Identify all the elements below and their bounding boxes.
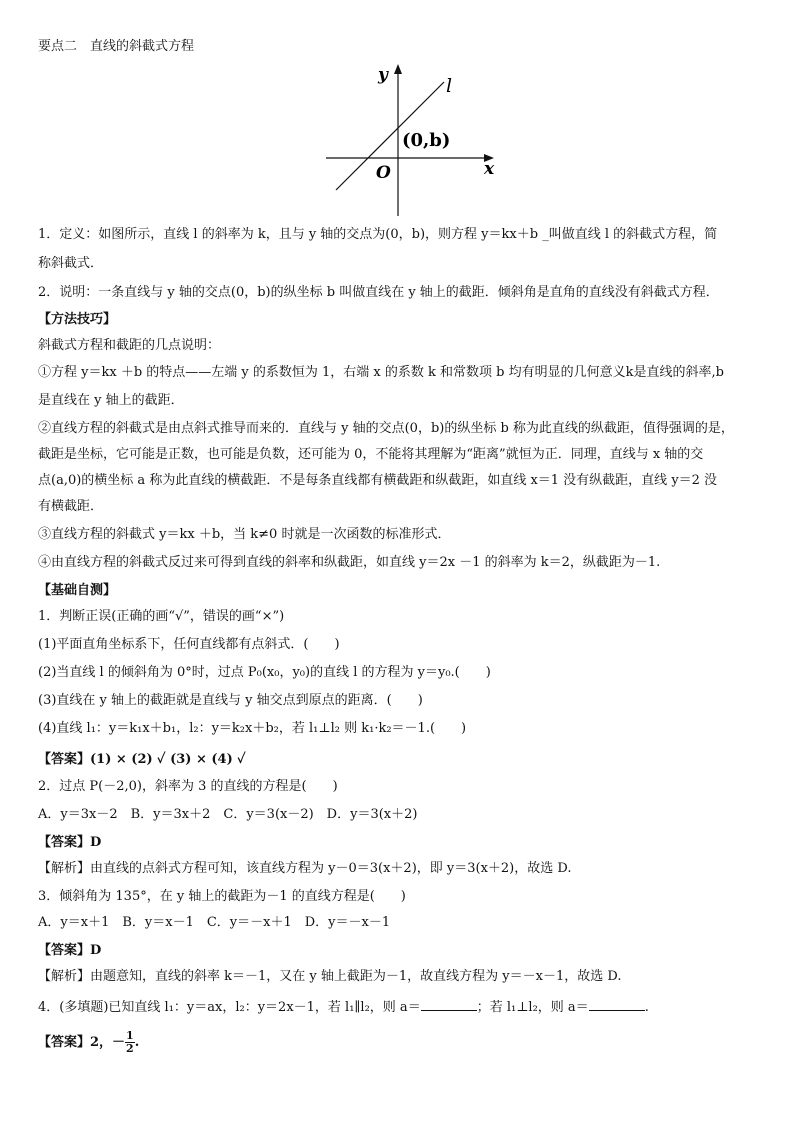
- definition-line-2: 称斜截式．: [38, 256, 104, 271]
- method-point-2a: ②直线方程的斜截式是由点斜式推导而来的．直线与 y 轴的交点(0，b)的纵坐标 b 称为此直线的纵截距，值得强调的是，: [38, 421, 734, 436]
- point-label: (0,b): [402, 130, 451, 151]
- answer-1: 【答案】(1) × (2) ✓ (3) × (4) ✓: [38, 752, 246, 767]
- explanation-line: 2．说明：一条直线与 y 轴的交点(0，b)的纵坐标 b 叫做直线在 y 轴上的截距．倾斜角是直角的直线没有斜截式方程．: [38, 285, 719, 300]
- fraction-numerator: 1: [126, 1029, 134, 1042]
- answer-3: 【答案】D: [38, 943, 102, 958]
- method-point-1a: ①方程 y＝kx ＋b 的特点——左端 y 的系数恒为 1，右端 x 的系数 k 和常数项 b 均有明显的几何意义k是直线的斜率,b: [38, 365, 724, 380]
- origin-label: O: [376, 163, 391, 183]
- coordinate-figure: [318, 60, 508, 220]
- method-point-2b: 截距是坐标，它可能是正数，也可能是负数，还可能为 0，不能将其理解为“距离”就恒为正．同理，直线与 x 轴的交: [38, 447, 704, 462]
- question-4-middle: ；若 l₁⊥l₂，则 a＝: [476, 1000, 589, 1015]
- question-1: 1．判断正误(正确的画“√”，错误的画“×”): [38, 609, 285, 624]
- fraction-denominator: 2: [126, 1042, 134, 1055]
- x-axis-label: x: [484, 159, 495, 179]
- method-title: 【方法技巧】: [38, 312, 117, 327]
- section-title: 要点二 直线的斜截式方程: [38, 39, 195, 54]
- answer-4-fraction: [125, 1030, 135, 1055]
- explanation-3: 【解析】由题意知，直线的斜率 k＝－1，又在 y 轴上截距为－1，故直线方程为 y＝－x－1，故选 D.: [38, 969, 622, 984]
- method-point-2d: 有横截距．: [38, 499, 104, 514]
- method-point-2c: 点(a,0)的横坐标 a 称为此直线的横截距．不是每条直线都有横截距和纵截距，如直线 x＝1 没有纵截距，直线 y＝2 没: [38, 473, 718, 488]
- answer-4-end: .: [134, 1035, 140, 1050]
- question-1-item-4: (4)直线 l₁：y＝k₁x＋b₁，l₂：y＝k₂x＋b₂，若 l₁⊥l₂ 则 k₁·k₂＝－1.( ): [38, 721, 467, 736]
- answer-4-prefix: 【答案】2，－: [38, 1035, 126, 1050]
- question-2-options: A．y＝3x－2 B．y＝3x＋2 C．y＝3(x－2) D．y＝3(x＋2): [38, 807, 418, 822]
- answer-2: 【答案】D: [38, 835, 102, 850]
- explanation-2: 【解析】由直线的点斜式方程可知，该直线方程为 y－0＝3(x＋2)，即 y＝3(x＋2)，故选 D.: [38, 861, 572, 876]
- method-point-1b: 是直线在 y 轴上的截距．: [38, 393, 184, 408]
- method-point-4: ④由直线方程的斜截式反过来可得到直线的斜率和纵截距，如直线 y＝2x －1 的斜率为 k＝2，纵截距为－1.: [38, 555, 661, 570]
- question-4: [38, 998, 649, 1017]
- question-1-item-3: (3)直线在 y 轴上的截距就是直线与 y 轴交点到原点的距离．( ): [38, 693, 423, 708]
- method-intro: 斜截式方程和截距的几点说明：: [38, 338, 221, 353]
- question-4-end: .: [644, 1000, 649, 1015]
- definition-line-1: 1．定义：如图所示，直线 l 的斜率为 k，且与 y 轴的交点为(0，b)，则方程 y＝kx＋b _叫做直线 l 的斜截式方程，简: [38, 227, 718, 242]
- y-axis-label: y: [378, 65, 388, 85]
- question-3: 3．倾斜角为 135°，在 y 轴上的截距为－1 的直线方程是( ): [38, 889, 406, 904]
- question-4-prefix: 4．(多填题)已知直线 l₁：y＝ax，l₂：y＝2x－1，若 l₁∥l₂，则 a＝: [38, 1000, 421, 1015]
- method-point-3: ③直线方程的斜截式 y＝kx ＋b，当 k≠0 时就是一次函数的标准形式．: [38, 527, 451, 542]
- y-axis-arrow: [394, 64, 402, 74]
- basic-test-title: 【基础自测】: [38, 583, 117, 598]
- answer-blank-1[interactable]: [421, 998, 477, 1011]
- answer-blank-2[interactable]: [589, 998, 645, 1011]
- answer-4: [38, 1030, 139, 1055]
- line-label: l: [446, 75, 453, 97]
- question-1-item-1: (1)平面直角坐标系下，任何直线都有点斜式．( ): [38, 637, 340, 652]
- question-2: 2．过点 P(－2,0)，斜率为 3 的直线的方程是( ): [38, 779, 338, 794]
- question-3-options: A．y＝x＋1 B．y＝x－1 C．y＝－x＋1 D．y＝－x－1: [38, 915, 391, 930]
- question-1-item-2: (2)当直线 l 的倾斜角为 0°时，过点 P₀(x₀，y₀)的直线 l 的方程为 y＝y₀.( ): [38, 665, 491, 680]
